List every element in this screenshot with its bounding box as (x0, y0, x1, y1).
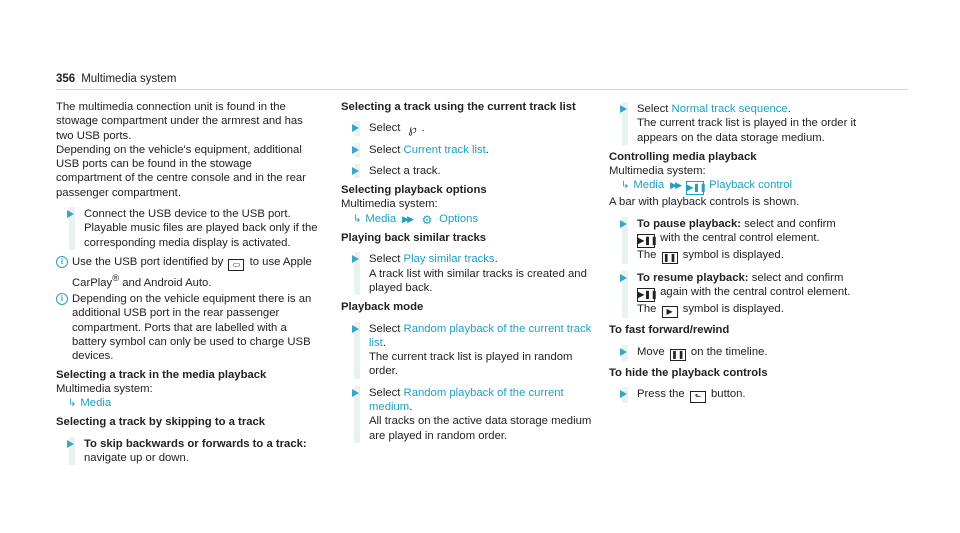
step-timeline (609, 345, 871, 361)
step-bold: To resume playback: (637, 272, 749, 285)
usb-port-icon: ▭ (228, 259, 244, 271)
step-text: select and confirm (744, 217, 836, 230)
heading-hide-controls: To hide the playback controls (609, 366, 768, 379)
intro-paragraph-1: The multimedia connection unit is found in the stowage compartment under the armrest and has two USB ports. (56, 101, 303, 142)
step-bold: To skip backwards or forwards to a track: (84, 437, 307, 450)
step-arrow-icon (620, 105, 627, 113)
page-number: 356 (56, 73, 76, 85)
step-result: The current track list is played in the order it appears on the data storage medium. (637, 117, 857, 144)
step-bold: To pause playback: (637, 217, 742, 230)
step-arrow-icon (67, 440, 74, 448)
info-icon: i (56, 293, 68, 305)
step-result: A track list with similar tracks is created and played back. (369, 267, 587, 294)
step-result: All tracks on the active data storage medium are played in random order. (369, 415, 592, 442)
step-text: again with the central control element. (660, 286, 851, 299)
pause-icon: ❚❚ (662, 253, 677, 263)
note-text-c: and Android Auto. (122, 276, 212, 289)
path-arrow-icon: ↳ (621, 180, 630, 192)
column-2 (341, 100, 603, 448)
registered-mark: ® (112, 271, 120, 283)
step-text: Press the (637, 387, 685, 400)
heading-playback-options: Selecting playback options (341, 184, 487, 197)
heading-playback-mode: Playback mode (341, 301, 424, 314)
play-pause-icon: ▶❚❚ (637, 288, 655, 302)
play-icon: ▶ (662, 306, 678, 318)
info-icon: i (56, 256, 68, 268)
step-resume (609, 271, 871, 318)
step-arrow-icon (352, 146, 359, 154)
step-normal-sequence: Select Normal track sequence. The current track list is played in the order it appears on the data storage medium. (609, 102, 871, 145)
step-play-similar: Select Play similar tracks. A track list with similar tracks is created and played back. (341, 252, 603, 295)
menu-path (341, 212, 603, 227)
step-result: Playable music files are played back only if the corresponding media display is activated. (84, 222, 318, 249)
play-pause-icon: ▶❚❚ (686, 181, 704, 195)
step-text: select and confirm (751, 272, 844, 285)
step-text: Connect the USB device to the USB port. (84, 208, 291, 221)
step-arrow-icon (352, 124, 359, 132)
step-arrow-icon (67, 210, 74, 218)
step-select-current-list: Select Current track list. (341, 143, 603, 157)
link-play-similar: Play similar tracks (403, 253, 495, 266)
step-result: symbol is displayed. (682, 303, 784, 316)
header-rule (56, 89, 908, 90)
heading-skip-track: Selecting a track by skipping to a track (56, 416, 266, 429)
note-text: Depending on the vehicle equipment there is an additional USB port in the rear passenger compartment. Ports that are labelled with a battery symbol can only be used to charge USB devices. (72, 293, 312, 363)
path-media: Media (80, 397, 112, 410)
step-pause (609, 217, 871, 264)
path-separator-icon: ▶▶ (402, 213, 413, 224)
step-text: with the central control element. (660, 232, 820, 245)
step-text: Select (369, 322, 401, 335)
heading-fast-forward: To fast forward/rewind (609, 324, 730, 337)
multimedia-system-label: Multimedia system: (609, 165, 706, 178)
note-carplay (56, 255, 318, 290)
step-result: The current track list is played in random order. (369, 351, 573, 378)
step-select-track (341, 164, 603, 178)
step-result: The (637, 249, 657, 262)
path-media: Media (633, 179, 665, 192)
step-arrow-icon (352, 167, 359, 175)
intro-paragraph-2: Depending on the vehicle's equipment, additional USB ports can be found in the stowage compartment of the centre console and in the rear passenger compartment. (56, 143, 306, 199)
step-select-search: Select ℘ . (341, 121, 603, 135)
step-text: button. (711, 387, 746, 400)
gear-icon: ⚙ (421, 212, 433, 227)
search-icon: ℘ (408, 122, 417, 137)
bar-description: A bar with playback controls is shown. (609, 196, 800, 209)
step-arrow-icon (620, 348, 627, 356)
path-arrow-icon: ↳ (353, 213, 362, 225)
back-icon: ⬑ (690, 391, 706, 403)
step-skip (56, 437, 318, 466)
path-arrow-icon: ↳ (68, 398, 77, 410)
pause-icon: ❚❚ (671, 349, 685, 359)
page-header (56, 72, 176, 86)
step-result: The (637, 303, 657, 316)
step-connect-usb (56, 207, 318, 250)
menu-path (609, 178, 871, 195)
column-1 (56, 100, 318, 470)
step-text: navigate up or down. (84, 452, 189, 464)
link-random-list: Random playback of the current track list (369, 322, 592, 349)
path-separator-icon: ▶▶ (670, 180, 681, 191)
step-arrow-icon (620, 274, 627, 282)
path-media: Media (365, 212, 397, 225)
link-normal-sequence: Normal track sequence (671, 103, 788, 115)
note-battery-port (56, 292, 318, 363)
column-3 (609, 100, 871, 408)
menu-path (56, 396, 318, 411)
step-text: on the timeline. (690, 345, 768, 358)
heading-similar-tracks: Playing back similar tracks (341, 232, 487, 245)
step-back-button (609, 387, 871, 403)
step-arrow-icon (352, 389, 359, 397)
step-text: Select (369, 122, 401, 135)
step-result: symbol is displayed. (682, 249, 784, 262)
step-text: Select (637, 103, 669, 115)
step-text: Select (369, 386, 401, 399)
step-arrow-icon (352, 255, 359, 263)
step-text: Select (369, 143, 401, 156)
heading-select-track: Selecting a track in the media playback (56, 368, 267, 381)
step-text: Move (637, 345, 665, 358)
step-text: Select (369, 253, 401, 266)
heading-controlling-playback: Controlling media playback (609, 150, 757, 163)
note-text-b: to use Apple CarPlay (72, 255, 312, 289)
step-random-medium: Select Random playback of the current medium. All tracks on the active data storage medium are played in random order. (341, 386, 603, 443)
multimedia-system-label: Multimedia system: (56, 382, 153, 395)
section-title: Multimedia system (81, 73, 177, 85)
path-playback-control: Playback control (709, 179, 793, 192)
note-text-a: Use the USB port identified by (72, 255, 224, 268)
step-text: Select a track. (369, 164, 441, 177)
play-pause-icon: ▶❚❚ (637, 234, 655, 248)
heading-track-list: Selecting a track using the current track list (341, 101, 576, 113)
step-arrow-icon (620, 220, 627, 228)
link-current-track-list: Current track list (403, 143, 486, 156)
path-options: Options (439, 212, 479, 225)
step-arrow-icon (352, 325, 359, 333)
link-random-medium: Random playback of the current medium (369, 386, 564, 414)
step-arrow-icon (620, 390, 627, 398)
step-random-list: Select Random playback of the current track list. The current track list is played in random order. (341, 322, 603, 379)
multimedia-system-label: Multimedia system: (341, 198, 438, 211)
